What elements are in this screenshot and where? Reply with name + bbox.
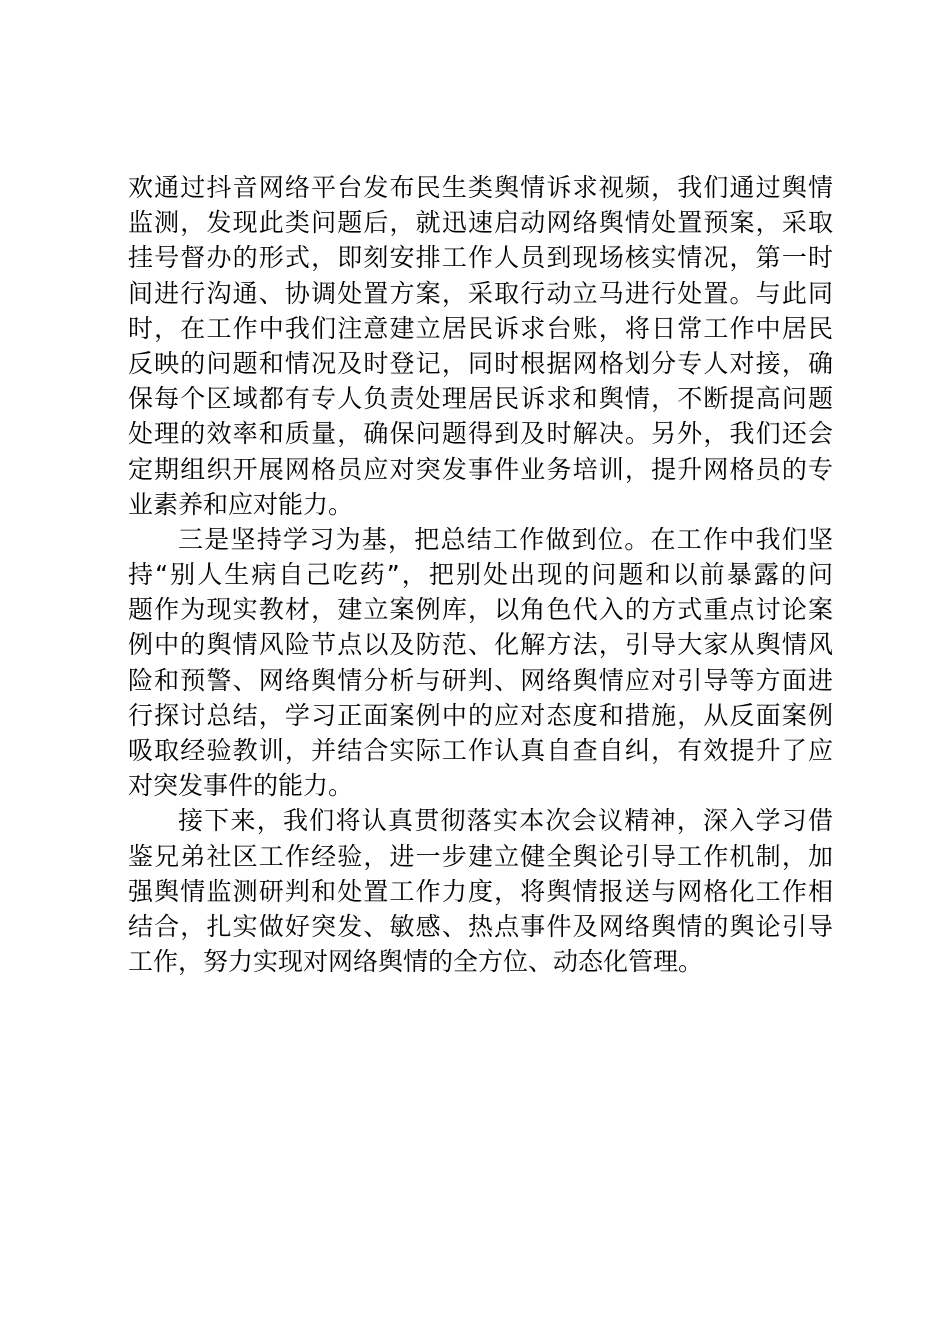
text-line: 接下来，我们将认真贯彻落实本次会议精神，深入学习借 <box>178 806 833 836</box>
text-line: 例中的舆情风险节点以及防范、化解方法，引导大家从舆情风 <box>128 630 833 660</box>
paragraph <box>128 170 833 522</box>
paragraph <box>128 803 833 979</box>
text-line: 处理的效率和质量，确保问题得到及时解决。另外，我们还会 <box>128 419 833 449</box>
text-line: 间进行沟通、协调处置方案，采取行动立马进行处置。与此同 <box>128 278 833 308</box>
text-line: 结合，扎实做好突发、敏感、热点事件及网络舆情的舆论引导 <box>128 911 833 941</box>
text-line: 鉴兄弟社区工作经验，进一步建立健全舆论引导工作机制，加 <box>128 841 833 871</box>
text-line: 险和预警、网络舆情分析与研判、网络舆情应对引导等方面进 <box>128 665 833 695</box>
text-line: 欢通过抖音网络平台发布民生类舆情诉求视频，我们通过舆情 <box>128 173 833 202</box>
text-line: 业素养和应对能力。 <box>128 489 354 519</box>
text-line: 强舆情监测研判和处置工作力度，将舆情报送与网格化工作相 <box>128 876 833 906</box>
text-line: 时，在工作中我们注意建立居民诉求台账，将日常工作中居民 <box>128 313 833 343</box>
text-line: 监测，发现此类问题后，就迅速启动网络舆情处置预案，采取 <box>128 208 833 238</box>
text-line: 对突发事件的能力。 <box>128 771 354 801</box>
text-line: 吸取经验教训，并结合实际工作认真自查自纠，有效提升了应 <box>128 736 833 765</box>
text-line: 工作，努力实现对网络舆情的全方位、动态化管理。 <box>128 947 704 977</box>
text-line: 挂号督办的形式，即刻安排工作人员到现场核实情况，第一时 <box>128 243 833 273</box>
text-line: 定期组织开展网格员应对突发事件业务培训，提升网格员的专 <box>128 454 833 484</box>
text-line: 持“别人生病自己吃药”，把别处出现的问题和以前暴露的问 <box>128 560 833 590</box>
text-line: 题作为现实教材，建立案例库，以角色代入的方式重点讨论案 <box>128 595 833 625</box>
text-line: 行探讨总结，学习正面案例中的应对态度和措施，从反面案例 <box>128 700 833 730</box>
text-line: 保每个区域都有专人负责处理居民诉求和舆情，不断提高问题 <box>128 384 833 414</box>
text-line: 三是坚持学习为基，把总结工作做到位。在工作中我们坚 <box>178 524 833 554</box>
body-text <box>128 170 833 979</box>
paragraph <box>128 522 833 804</box>
text-line: 反映的问题和情况及时登记，同时根据网格划分专人对接，确 <box>128 348 833 378</box>
